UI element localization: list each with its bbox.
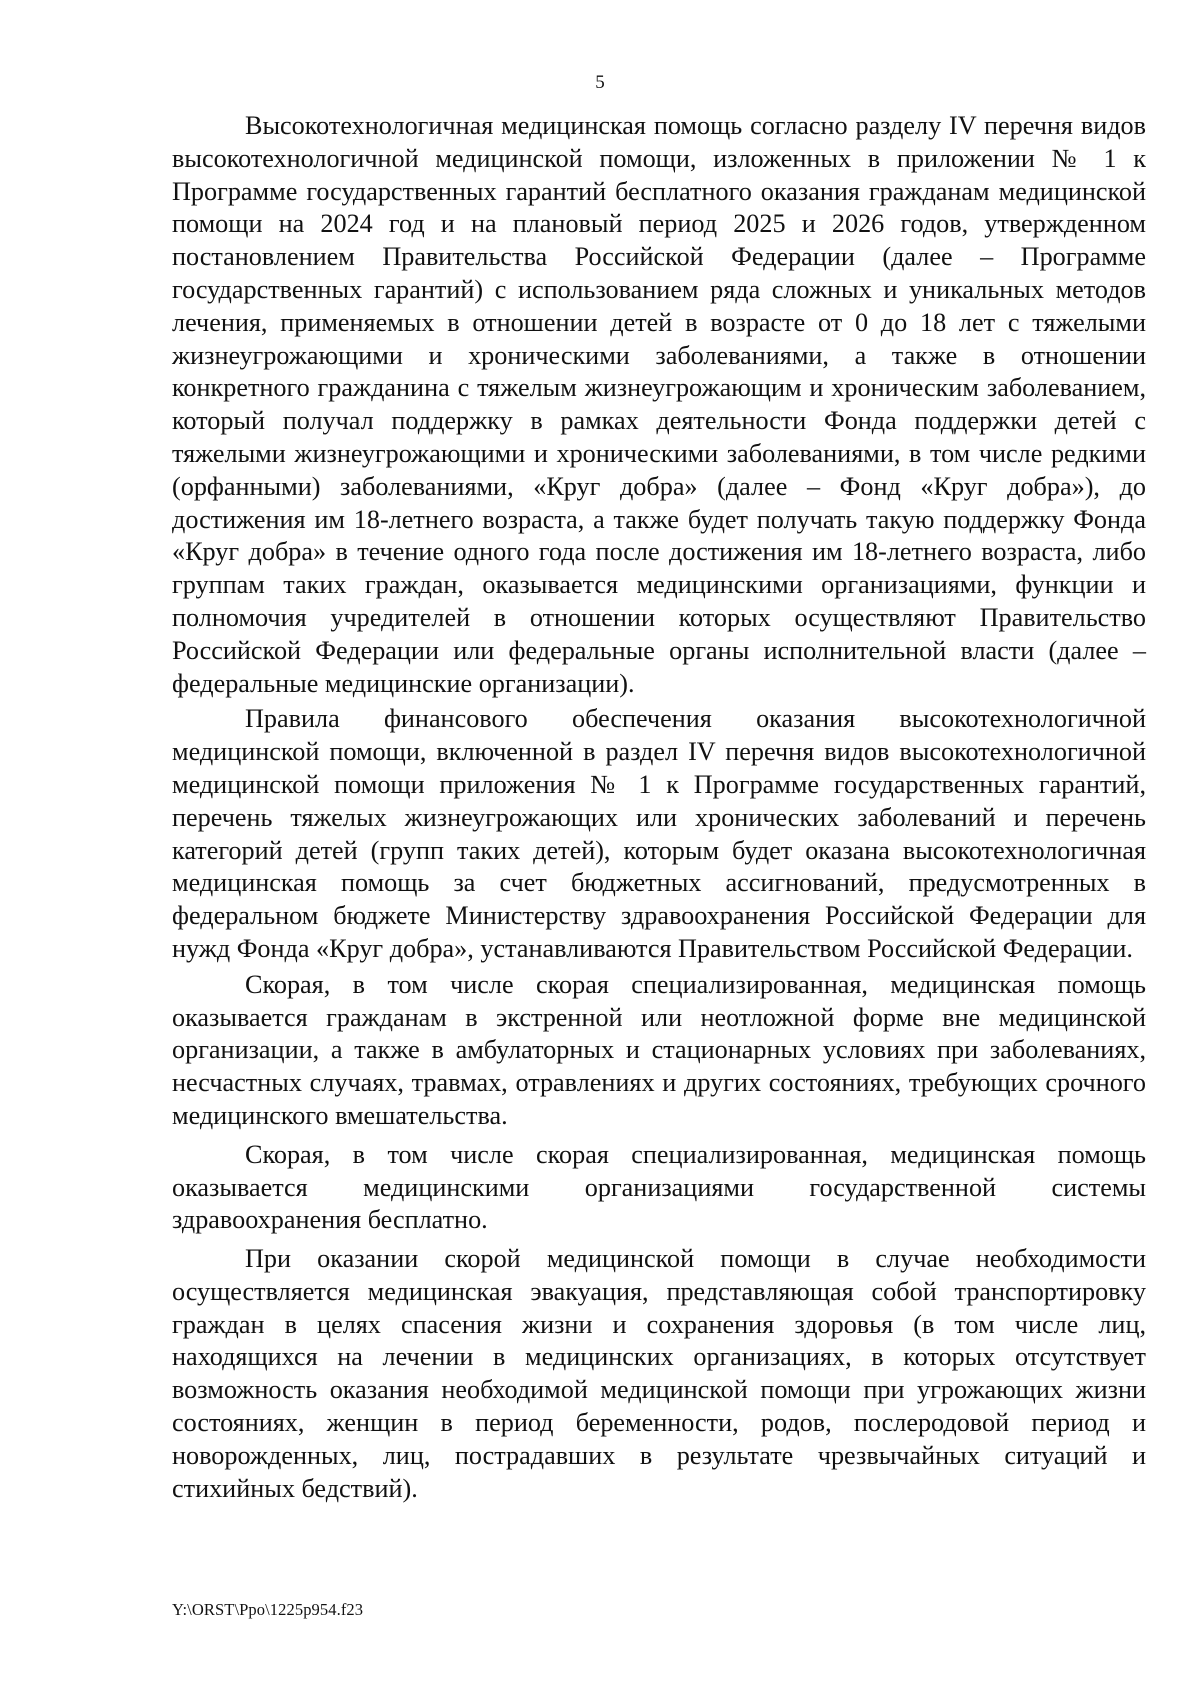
- paragraph-emergency-care-conditions: Скорая, в том числе скорая специализированная, медицинская помощь оказывается гражданам в экстренной или неотложной форме вне медицинской организации, а также в амбулаторных и стационарных условиях при заболеваниях, несчастных случаях, травмах, отравлениях и других состояниях, требующих срочного медицинского вмешательства.: [172, 969, 1146, 1130]
- paragraph-high-tech-care: Высокотехнологичная медицинская помощь согласно разделу IV перечня видов высокотехнологичной медицинской помощи, изложенных в приложении № 1 к Программе государственных гарантий бесплатного оказания гражданам медицинской помощи на 2024 год и на плановый период 2025 и 2026 годов, утвержденном постановлением Правительства Российской Федерации (далее – Программе государственных гарантий) с использованием ряда сложных и уникальных методов лечения, применяемых в отношении детей в возрасте от 0 до 18 лет с тяжелыми жизнеугрожающими и хроническими заболеваниями, а также в отношении конкретного гражданина с тяжелым жизнеугрожающим и хроническим заболеванием, который получал поддержку в рамках деятельности Фонда поддержки детей с тяжелыми жизнеугрожающими и хроническими заболеваниями, в том числе редкими (орфанными) заболеваниями, «Круг добра» (далее – Фонд «Круг добра»), до достижения им 18-летнего возраста, а также будет получать такую поддержку Фонда «Круг добра» в течение одного года после достижения им 18-летнего возраста, либо группам таких граждан, оказывается медицинскими организациями, функции и полномочия учредителей в отношении которых осуществляют Правительство Российской Федерации или федеральные органы исполнительной власти (далее – федеральные медицинские организации).: [172, 111, 1146, 698]
- paragraph-financing-rules: Правила финансового обеспечения оказания высокотехнологичной медицинской помощи, включенной в раздел IV перечня видов высокотехнологичной медицинской помощи приложения № 1 к Программе государственных гарантий, перечень тяжелых жизнеугрожающих или хронических заболеваний и перечень категорий детей (групп таких детей), которым будет оказана высокотехнологичная медицинская помощь за счет бюджетных ассигнований, предусмотренных в федеральном бюджете Министерству здравоохранения Российской Федерации для нужд Фонда «Круг добра», устанавливаются Правительством Российской Федерации.: [172, 704, 1146, 963]
- page-number: 5: [595, 72, 605, 93]
- paragraph-emergency-care-free: Скорая, в том числе скорая специализированная, медицинская помощь оказывается медицинскими организациями государственной системы здравоохранения бесплатно.: [172, 1139, 1146, 1235]
- footer-file-path: Y:\ORST\Ppo\1225p954.f23: [172, 1600, 364, 1619]
- paragraph-medical-evacuation: При оказании скорой медицинской помощи в случае необходимости осуществляется медицинская эвакуация, представляющая собой транспортировку граждан в целях спасения жизни и сохранения здоровья (в том числе лиц, находящихся на лечении в медицинских организациях, в которых отсутствует возможность оказания необходимой медицинской помощи при угрожающих жизни состояниях, женщин в период беременности, родов, послеродовой период и новорожденных, лиц, пострадавших в результате чрезвычайных ситуаций и стихийных бедствий).: [172, 1244, 1146, 1503]
- document-body: [172, 110, 1146, 1505]
